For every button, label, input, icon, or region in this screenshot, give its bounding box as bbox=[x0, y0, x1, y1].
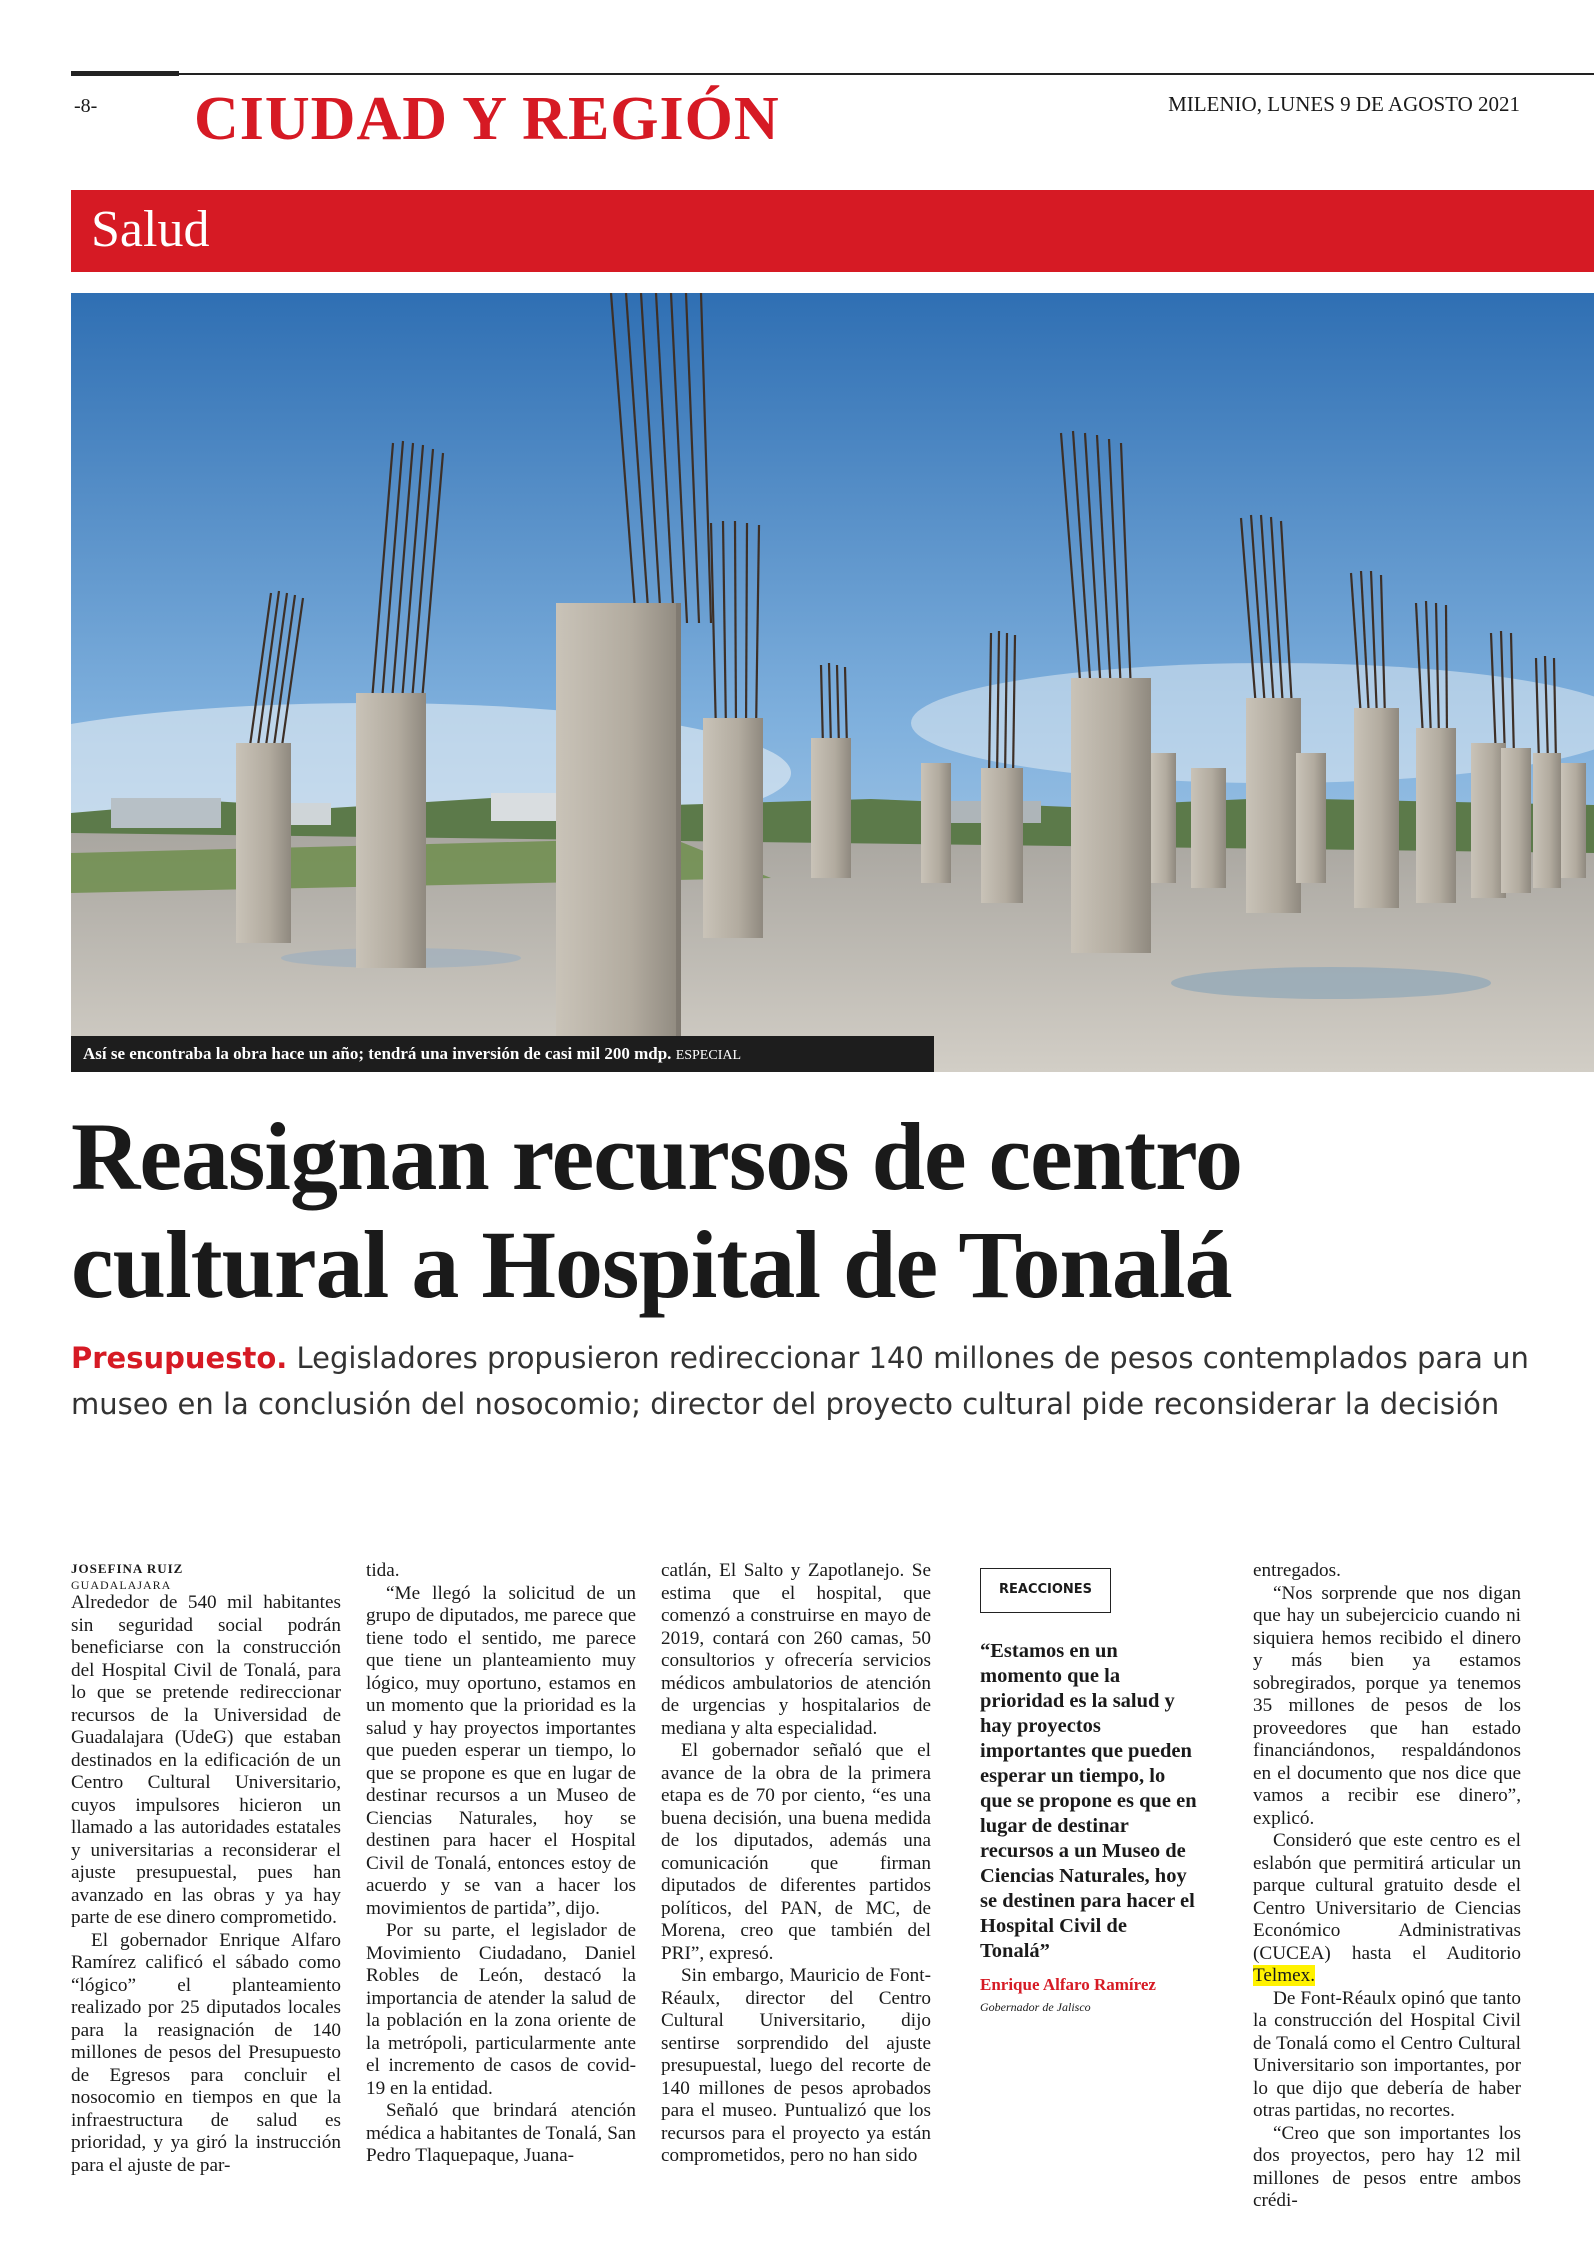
reactions-box bbox=[980, 1558, 1198, 2019]
quote-author: Enrique Alfaro Ramírez bbox=[980, 1974, 1156, 1994]
dek bbox=[71, 1335, 1531, 1427]
rubric-bar bbox=[71, 190, 1594, 272]
paragraph: Sin embargo, Mauricio de Font-Réaulx, director del Centro Cultural Universitario, dijo sentirse sorprendido del ajuste presupuestal, luego del recorte de 140 millones de pesos aprobados para el museo. Puntualizó que los recursos para el proyecto ya están comprometidos, pero no han sido bbox=[661, 1965, 931, 2166]
paragraph bbox=[1253, 1830, 1521, 1988]
caption-credit: ESPECIAL bbox=[675, 1048, 742, 1063]
article-column-2 bbox=[366, 1560, 636, 2168]
paragraph: El gobernador Enrique Alfaro Ramírez calificó el sábado como “lógico” el planteamiento realizado por 25 diputados locales para la reasignación de 140 millones de pesos del Presupuesto de Egresos para concluir el nosocomio en tiempos en que la infraestructura de salud es prioridad, y ya giró la instrucción para el ajuste de par- bbox=[71, 1929, 341, 2176]
paragraph: Señaló que brindará atención médica a habitantes de Tonalá, San Pedro Tlaquepaque, Juana- bbox=[366, 2100, 636, 2166]
section-title: CIUDAD Y REGIÓN bbox=[194, 85, 780, 153]
dateline: MILENIO, LUNES 9 DE AGOSTO 2021 bbox=[1168, 92, 1520, 116]
header-rule bbox=[71, 73, 1594, 75]
page-number: -8- bbox=[74, 95, 98, 117]
article-column-3 bbox=[661, 1560, 931, 2168]
headline: Reasignan recursos de centro cultural a Hospital de Tonalá bbox=[71, 1103, 1243, 1318]
paragraph: “Creo que son importantes los dos proyectos, pero hay 12 mil millones de pesos entre ambos crédi- bbox=[1253, 2122, 1521, 2211]
photo-caption bbox=[71, 1036, 934, 1072]
paragraph: catlán, El Salto y Zapotlanejo. Se estima que el hospital, que comenzó a construirse en mayo de 2019, contará con 260 camas, 50 consultorios y ofrecería servicios médicos ambulatorios de atención de urgencias y hospitalarios de mediana y alta especialidad. bbox=[661, 1560, 931, 1739]
paragraph: entregados. bbox=[1253, 1560, 1341, 1581]
paragraph: Alrededor de 540 mil habitantes sin seguridad social podrán beneficiarse con la construcción del Hospital Civil de Tonalá, para lo que se pretende redireccionar recursos de la Universidad de Guadalajara (UdeG) que estaban destinados en la edificación de un Centro Cultural Universitario, cuyos impulsores hicieron un llamado a las autoridades estatales y universitarias a reconsiderar el ajuste presupuestal, pues han avanzado en las obras y ya hay parte de ese dinero comprometido. bbox=[71, 1592, 341, 1928]
paragraph: tida. bbox=[366, 1560, 400, 1581]
paragraph: “Me llegó la solicitud de un grupo de diputados, me parece que tiene todo el sentido, me parece que tiene un planteamiento muy lógico, muy oportuno, estamos en un momento que la prioridad es la salud y hay proyectos importantes que pueden esperar un tiempo, lo que se propone es que en lugar de destinar recursos a un Museo de Ciencias Naturales, hoy se destinen para hacer el Hospital Civil de Tonalá, entonces estoy de acuerdo y se van a hacer los movimientos de partida”, dijo. bbox=[366, 1582, 636, 1919]
quote-role: Gobernador de Jalisco bbox=[980, 2000, 1091, 2014]
dek-kicker: Presupuesto. bbox=[71, 1341, 288, 1375]
article-column-5 bbox=[1253, 1560, 1521, 2213]
lead-photo bbox=[71, 293, 1594, 1072]
caption-text: Así se encontraba la obra hace un año; tendrá una inversión de casi mil 200 mdp. bbox=[83, 1044, 672, 1063]
article-column-1 bbox=[71, 1560, 341, 2177]
reactions-tag: REACCIONES bbox=[980, 1568, 1111, 1613]
paragraph-text: Consideró que este centro es el eslabón que permitirá articular un parque cultural gratuito desde el Centro Universitario de Ciencias Económico Administrativas (CUCEA) hasta el Auditorio bbox=[1253, 1830, 1521, 1964]
paragraph: El gobernador señaló que el avance de la obra de la primera etapa es de 70 por ciento, “es una buena decisión, una buena medida de los diputados, además una comunicación que firman diputados de diferentes partidos políticos, del PAN, de MC, de Morena, creo que también del PRI”, expresó. bbox=[661, 1740, 931, 1964]
dek-text: Legisladores propusieron redireccionar 140 millones de pesos contemplados para un museo en la conclusión del nosocomio; director del proyecto cultural pide reconsiderar la decisión bbox=[71, 1341, 1529, 1421]
byline-city: GUADALAJARA bbox=[71, 1578, 172, 1592]
pull-quote: “Estamos en un momento que la prioridad es la salud y hay proyectos importantes que pueden esperar un tiempo, lo que se propone es que en lugar de destinar recursos a un Museo de Ciencias Naturales, hoy se destinen para hacer el Hospital Civil de Tonalá” bbox=[980, 1639, 1197, 1962]
construction-site-photo bbox=[71, 293, 1594, 1072]
byline-author: JOSEFINA RUIZ bbox=[71, 1561, 184, 1576]
paragraph: De Font-Réaulx opinó que tanto la construcción del Hospital Civil de Tonalá como el Centro Cultural Universitario son importantes, por lo que dijo que debería de haber otras partidas, no recortes. bbox=[1253, 1987, 1521, 2121]
paragraph: Por su parte, el legislador de Movimiento Ciudadano, Daniel Robles de León, destacó la importancia de atender la salud de la población en la zona oriente de la metrópoli, particularmente ante el incremento de casos de covid-19 en la entidad. bbox=[366, 1920, 636, 2099]
paragraph: “Nos sorprende que nos digan que hay un subejercicio cuando ni siquiera hemos recibido el dinero y más bien ya estamos sobregirados, porque ya tenemos 35 millones de pesos de los proveedores que han estado financiándonos, respaldándonos en el documento que nos dice que vamos a recibir ese dinero”, explicó. bbox=[1253, 1582, 1521, 1829]
highlighted-text: Telmex. bbox=[1253, 1965, 1316, 1986]
rubric-label: Salud bbox=[91, 201, 210, 258]
